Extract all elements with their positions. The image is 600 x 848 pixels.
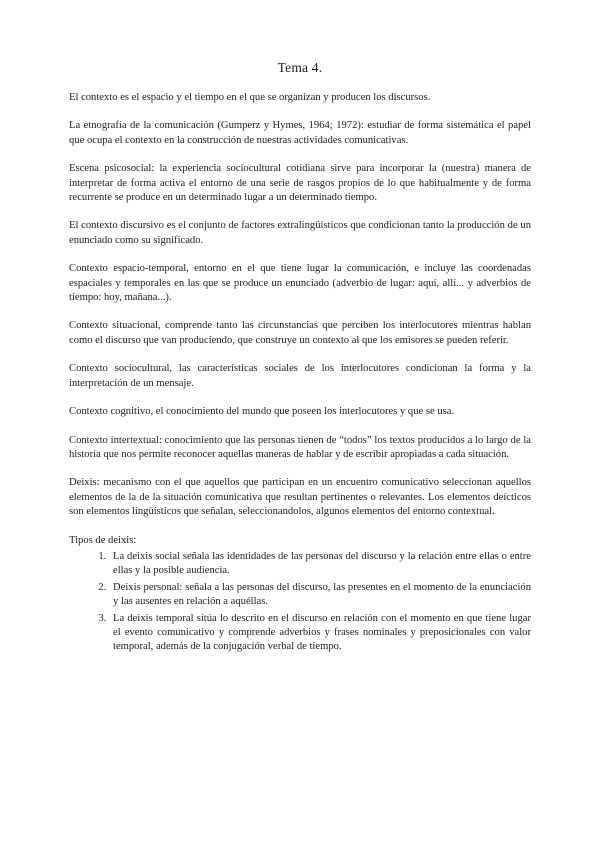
paragraph-cognitive-context: Contexto cognitivo, el conocimiento del mundo que poseen los interlocutores y que se usa. xyxy=(69,406,455,418)
paragraph-context-definition: El contexto es el espacio y el tiempo en el que se organizan y producen los discursos. xyxy=(69,92,431,103)
deixis-types-list xyxy=(69,550,531,655)
deixis-types-heading: Tipos de deixis: xyxy=(69,534,137,546)
paragraph-intertextual-context: Contexto intertextual: conocimiento que las personas tienen de “todos” los textos producidos a lo largo de la historia que nos permite reconocer aquellas maneras de hablar y de escribir apropiadas a cada situación. xyxy=(69,434,531,460)
paragraph-situational-context: Contexto situacional, comprende tanto las circunstancias que perciben los interlocutores mientras hablan como el discurso que van produciendo, que construye un contexto al que los emisores se pueden referir. xyxy=(69,320,531,346)
list-item-temporal-deixis: 3. La deixis temporal sitúa lo descrito en el discurso en relación con el momento en que tiene lugar el evento comunicativo y comprende adverbios y frases nominales y preposicionales con valor temporal, además de la conjugación verbal de tiempo. xyxy=(109,612,531,655)
list-item-social-deixis: 1. La deixis social señala las identidades de las personas del discurso y la relación entre ellas o entre ellas y la posible audiencia. xyxy=(109,550,531,579)
paragraph-spatiotemporal-context: Contexto espacio-temporal, entorno en el que tiene lugar la comunicación, e incluye las coordenadas espaciales y temporales en las que se produce un enunciado (adverbio de lugar: aquí, allí... y adverbios de tiempo: hoy, mañana...). xyxy=(69,263,531,304)
paragraph-ethnography: La etnografía de la comunicación (Gumperz y Hymes, 1964; 1972): estudiar de forma sistemática el papel que ocupa el contexto en la construcción de nuestras actividades comunicativas. xyxy=(69,120,531,146)
page-title: Tema 4. xyxy=(277,60,323,75)
paragraph-discursive-context: El contexto discursivo es el conjunto de factores extralingüísticos que condicionan tanto la producción de un enunciado como su significado. xyxy=(69,220,531,246)
paragraph-deixis-definition: Deixis: mecanismo con el que aquellos que participan en un encuentro comunicativo seleccionan aquellos elementos de la de la situación comunicativa que resultan pertinentes o relevantes. Los elementos deícticos son elementos lingüísticos que señalan, seleccionandolos, algunos elementos del entorno contextual. xyxy=(69,477,531,518)
paragraph-psychosocial-scene: Escena psicosocial: la experiencia sociocultural cotidiana sirve para incorporar la (nuestra) manera de interpretar de forma activa el entorno de una serie de rasgos propios de lo que habitualmente y de forma recurrente se produce en un determinado lugar a un determinado tiempo. xyxy=(69,163,531,204)
list-item-personal-deixis: 2. Deixis personal: señala a las personas del discurso, las presentes en el momento de la enunciación y las ausentes en relación a aquéllas. xyxy=(109,581,531,610)
paragraph-sociocultural-context: Contexto sociocultural, las características sociales de los interlocutores condicionan la forma y la interpretación de un mensaje. xyxy=(69,363,531,389)
